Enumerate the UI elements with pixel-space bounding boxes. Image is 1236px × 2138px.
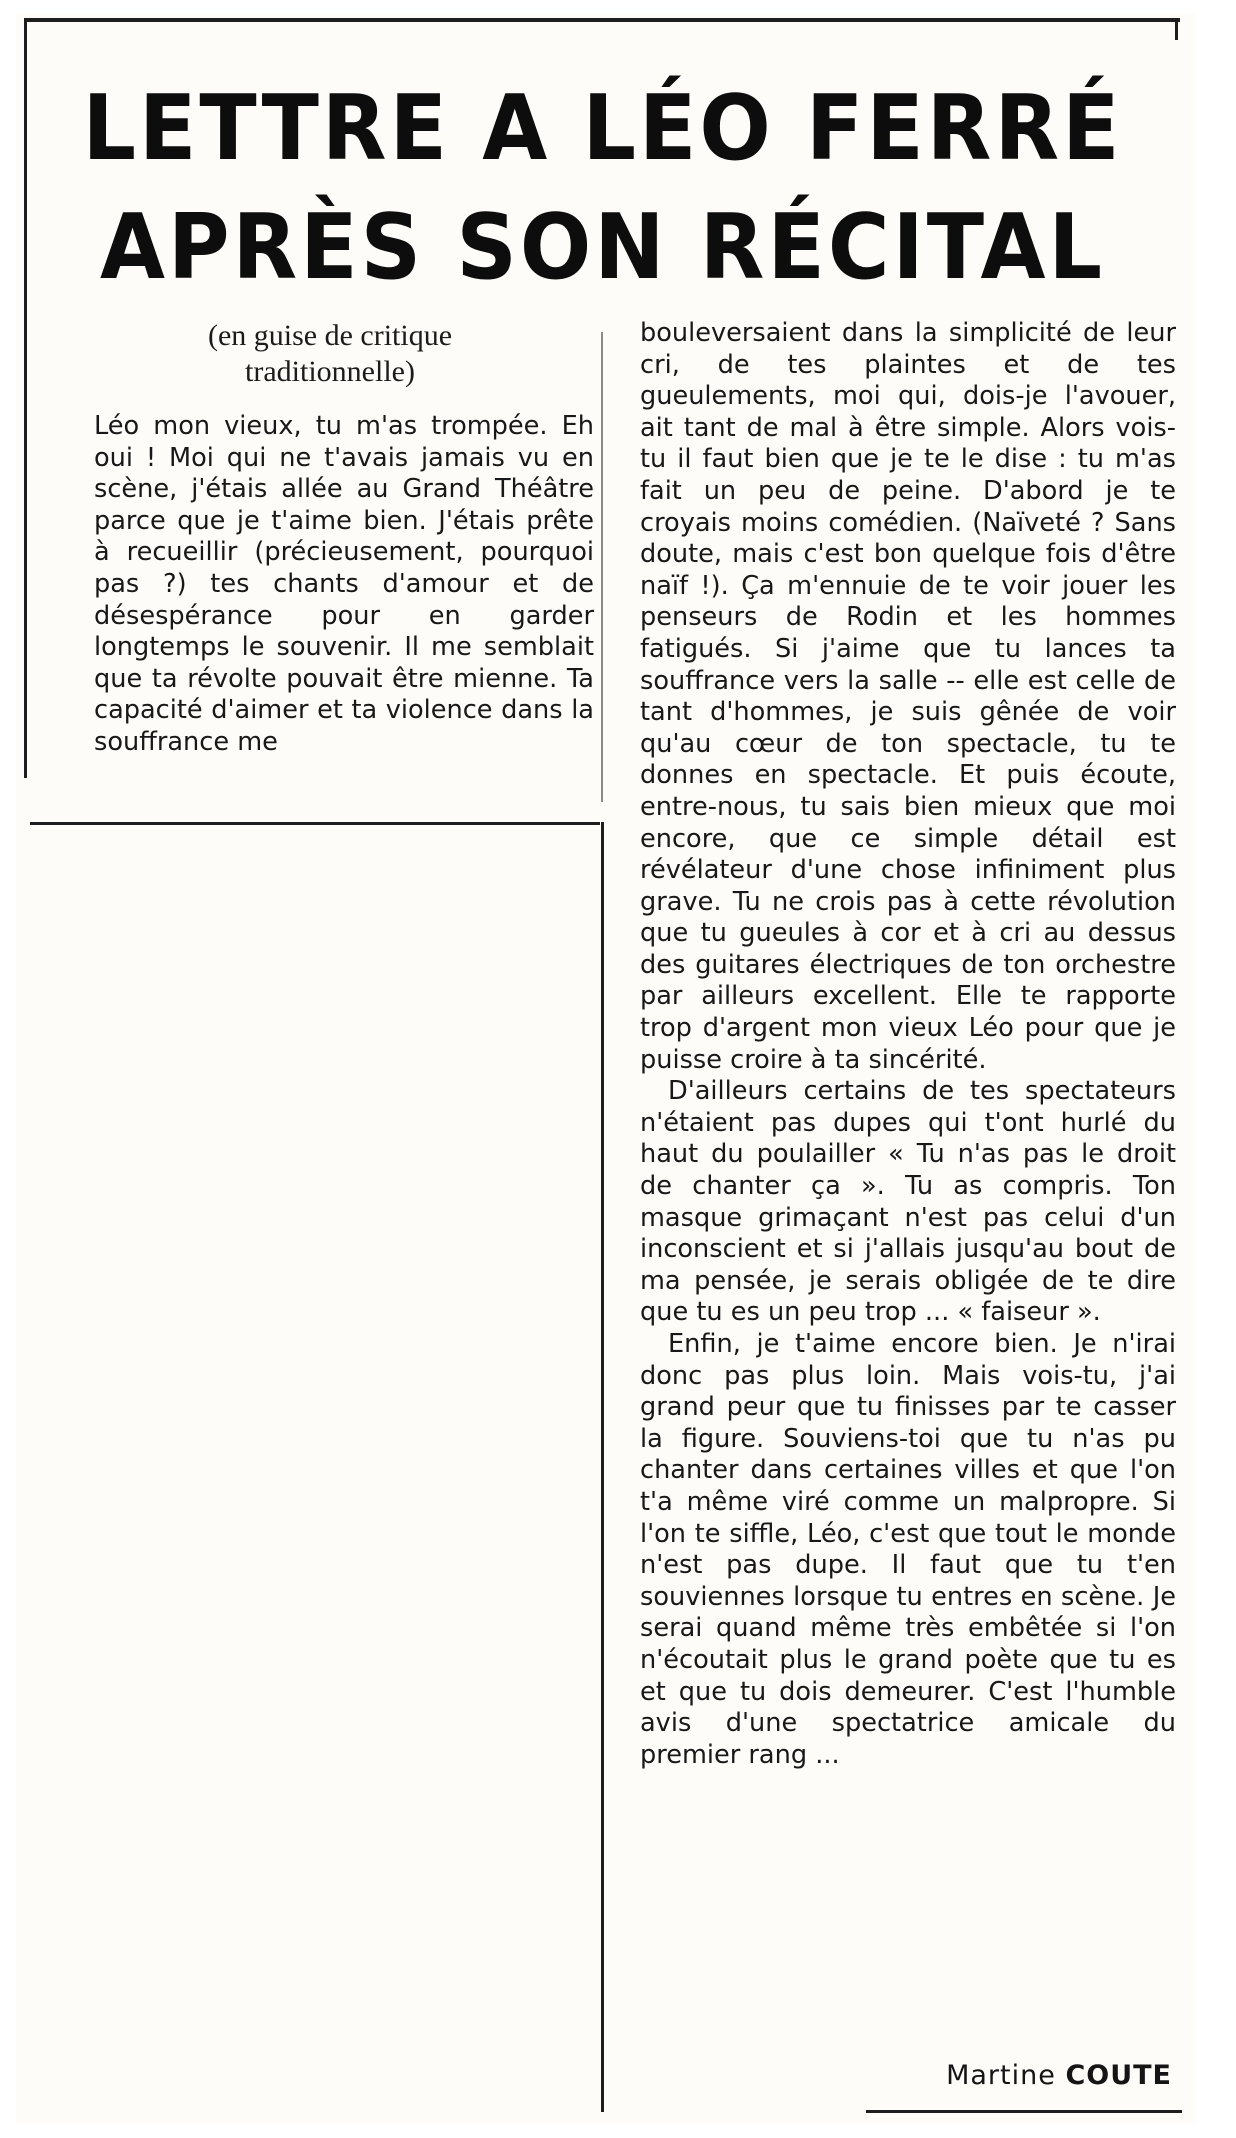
subtitle-line-1: (en guise de critique [207,319,453,352]
article-paragraph: bouleversaient dans la simplicité de leur cri, de tes plaintes et de tes gueulements, moi qui, dois-je l'avouer, ait tant de mal à être simple. Alors vois-tu il faut bien que je te le dise : tu m'as fait un peu de peine. D'abord je te croyais moins comédien. (Naïveté ? Sans doute, mais c'est bon quelque fois d'être naïf !). Ça m'ennuie de te voir jouer les penseurs de Rodin et les hommes fatigués. Si j'aime que tu lances ta souffrance vers la salle -- elle est celle de tant d'hommes, je suis gênée de voir qu'au cœur de ton spectacle, tu te donnes en spectacle. Et puis écoute, entre-nous, tu sais bien mieux que moi encore, que ce simple détail est révélateur d'une chose infiniment plus grave. Tu ne crois pas à cette révolution que tu gueules à cor et à cri au dessus des guitares électriques de ton orchestre par ailleurs excellent. Elle te rapporte trop d'argent mon vieux Léo pour que je puisse croire à ta sincérité. [640,318,1176,1075]
bottom-rule [866,2110,1182,2113]
article-paragraph: D'ailleurs certains de tes spectateurs n'étaient pas dupes qui t'ont hurlé du haut du poulailler « Tu n'as pas le droit de chanter ça ». Tu as compris. Ton masque grimaçant n'est pas celui d'un inconscient et si j'allais jusqu'au bout de ma pensée, je serais obligée de te dire que tu es un peu trop ... « faiseur ». [640,1076,1176,1328]
column-divider-lower [601,822,604,2112]
article-column-left [94,411,594,759]
article-paragraph: Enfin, je t'aime encore bien. Je n'irai donc pas plus loin. Mais vois-tu, j'ai grand peur que tu finisses par te casser la figure. Souviens-toi que tu n'as pu chanter dans certaines villes et que l'on t'a même viré comme un malpropre. Si l'on te siffle, Léo, c'est que tout le monde n'est pas dupe. Il faut que tu t'en souviennes lorsque tu entres en scène. Je serai quand même très embêtée si l'on n'écoutait plus le grand poète que tu es et que tu dois demeurer. C'est l'humble avis d'une spectatrice amicale du premier rang ... [640,1329,1176,1770]
headline [20,20,1185,322]
article-column-right [640,318,1176,1771]
article-paragraph: Léo mon vieux, tu m'as trompée. Eh oui ! Moi qui ne t'avais jamais vu en scène, j'étais allée au Grand Théâtre parce que je t'aime bien. J'étais prête à recueillir (précieusement, pourquoi pas ?) tes chants d'amour et de désespérance pour en garder longtemps le souvenir. Il me semblait que ta révolte pouvait être mienne. Ta capacité d'aimer et ta violence dans la souffrance me [94,411,594,757]
author-first-name: Martine [946,2060,1056,2091]
subtitle [130,318,530,390]
headline-line-2: APRÈS SON RÉCITAL [99,194,1106,300]
column-divider-upper [601,332,603,802]
author-last-name: COUTE [1065,2060,1172,2091]
headline-line-1: LETTRE A LÉO FERRÉ [82,75,1123,181]
column-separator-horizontal [30,822,600,825]
subtitle-line-2: traditionnelle) [245,355,415,388]
author-signature [946,2060,1172,2091]
